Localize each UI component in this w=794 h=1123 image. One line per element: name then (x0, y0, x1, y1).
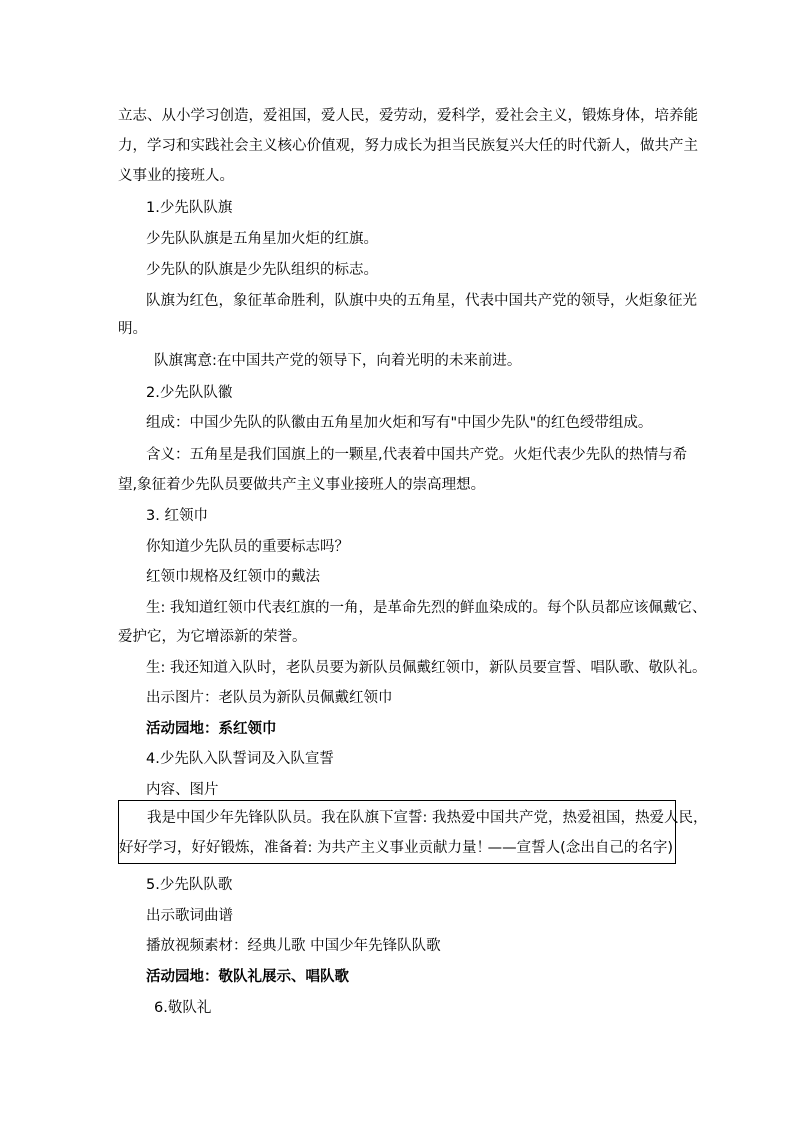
oath-content-picture: 内容、图片 (146, 782, 219, 798)
activity-salute-song: 活动园地：敬队礼展示、唱队歌 (146, 969, 349, 985)
scarf-show-picture: 出示图片：老队员为新队员佩戴红领巾 (146, 690, 393, 706)
activity-tie-scarf: 活动园地：系红领巾 (146, 721, 277, 737)
song-video: 播放视频素材：经典儿歌 中国少年先锋队队歌 (146, 938, 441, 954)
section-heading-oath: 4.少先队入队誓词及入队宣誓 (146, 751, 334, 767)
section-heading-salute: 6.敬队礼 (154, 1000, 212, 1016)
section-heading-flag: 1.少先队队旗 (146, 200, 233, 216)
intro-line-1: 立志、从小学习创造，爱祖国，爱人民，爱劳动，爱科学，爱社会主义，锻炼身体，培养能 (118, 108, 698, 124)
scarf-student-2: 生: 我还知道入队时，老队员要为新队员佩戴红领巾，新队员要宣誓、唱队歌、敬队礼。 (146, 660, 707, 676)
flag-paragraph-4: 队旗寓意:在中国共产党的领导下，向着光明的未来前进。 (154, 353, 522, 369)
flag-paragraph-3-line-2: 明。 (118, 321, 147, 337)
section-heading-emblem: 2.少先队队徽 (146, 385, 233, 401)
scarf-specification: 红领巾规格及红领巾的戴法 (146, 569, 320, 585)
song-lyrics-score: 出示歌词曲谱 (146, 908, 233, 924)
emblem-meaning-line-2: 望,象征着少先队员要做共产主义事业接班人的崇高理想。 (118, 477, 486, 493)
scarf-student-line-1: 生: 我知道红领巾代表红旗的一角，是革命先烈的鲜血染成的。每个队员都应该佩戴它、 (146, 600, 707, 616)
intro-line-2: 力，学习和实践社会主义核心价值观，努力成长为担当民族复兴大任的时代新人，做共产主 (118, 138, 698, 154)
scarf-student-line-2: 爱护它，为它增添新的荣誉。 (118, 629, 307, 645)
emblem-meaning-line-1: 含义：五角星是我们国旗上的一颗星,代表着中国共产党。火炬代表少先队的热情与希 (146, 447, 688, 463)
flag-paragraph-2: 少先队的队旗是少先队组织的标志。 (146, 262, 378, 278)
flag-paragraph-3-line-1: 队旗为红色，象征革命胜利，队旗中央的五角星，代表中国共产党的领导，火炬象征光 (146, 293, 697, 309)
oath-line-1: 我是中国少年先锋队队员。我在队旗下宣誓: 我热爱中国共产党，热爱祖国，热爱人民， (147, 810, 708, 826)
oath-line-2: 好好学习，好好锻炼，准备着: 为共产主义事业贡献力量！ (119, 840, 491, 856)
scarf-question: 你知道少先队员的重要标志吗？ (146, 539, 349, 555)
oath-signature: ——宣誓人(念出自己的名字) (487, 840, 673, 856)
section-heading-scarf: 3. 红领巾 (146, 508, 208, 524)
emblem-composition: 组成：中国少先队的队徽由五角星加火炬和写有"中国少先队"的红色绶带组成。 (146, 415, 653, 431)
flag-paragraph-1: 少先队队旗是五角星加火炬的红旗。 (146, 231, 378, 247)
section-heading-song: 5.少先队队歌 (146, 877, 233, 893)
intro-line-3: 义事业的接班人。 (118, 168, 234, 184)
oath-box (118, 800, 708, 864)
